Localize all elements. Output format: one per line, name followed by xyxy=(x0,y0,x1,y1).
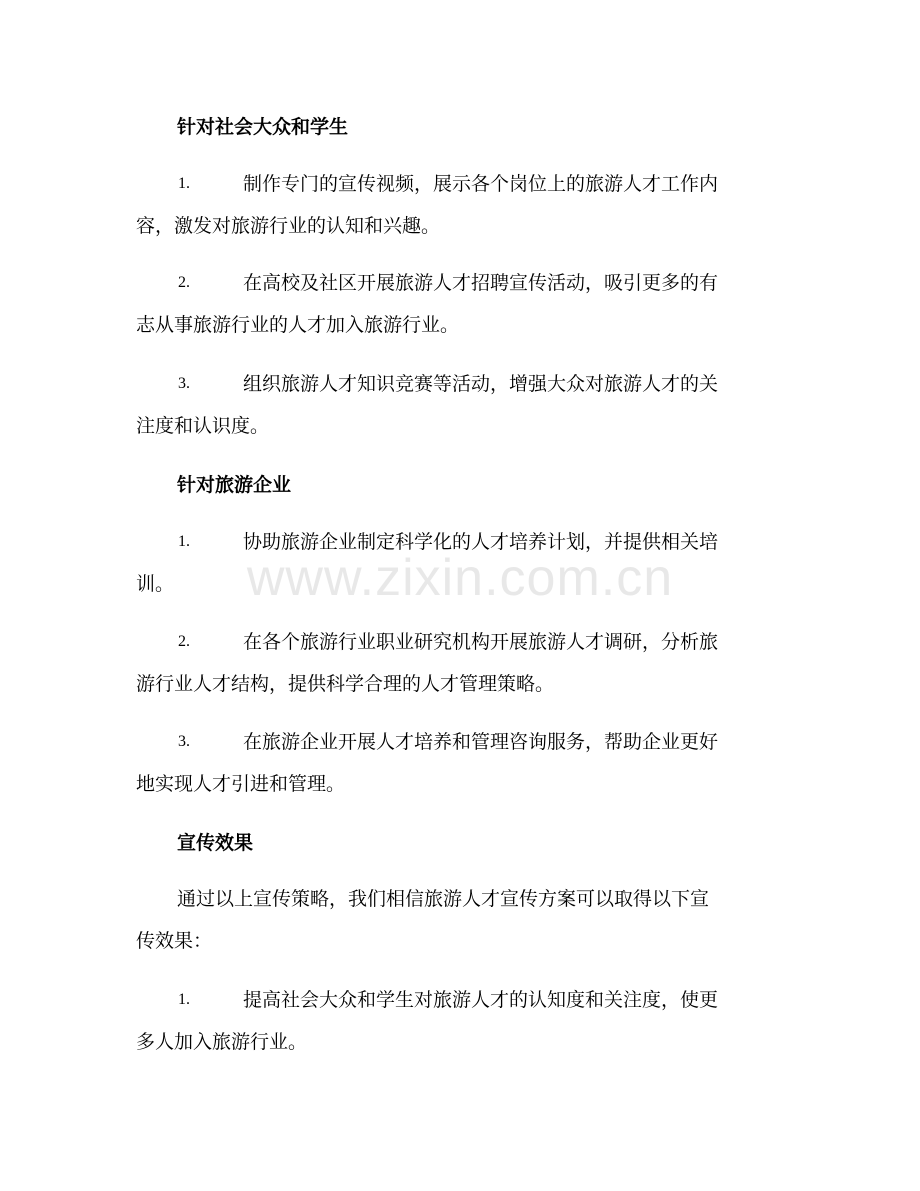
section-heading: 宣传效果 xyxy=(177,832,254,854)
item-text-line: 游行业人才结构，提供科学合理的人才管理策略。 xyxy=(136,673,555,695)
item-text-line: 在旅游企业开展人才培养和管理咨询服务，帮助企业更好 xyxy=(243,731,719,753)
item-text-line: 组织旅游人才知识竞赛等活动，增强大众对旅游人才的关 xyxy=(243,373,719,395)
list-item xyxy=(136,730,786,796)
item-text-line: 志从事旅游行业的人才加入旅游行业。 xyxy=(136,314,460,336)
item-number: 2. xyxy=(178,633,190,650)
item-text-line: 注度和认识度。 xyxy=(136,415,270,437)
item-number: 3. xyxy=(178,733,190,750)
list-item xyxy=(136,630,786,696)
item-text-line: 在各个旅游行业职业研究机构开展旅游人才调研，分析旅 xyxy=(243,631,719,653)
item-text-line: 地实现人才引进和管理。 xyxy=(136,773,346,795)
paragraph-text-line: 通过以上宣传策略，我们相信旅游人才宣传方案可以取得以下宣 xyxy=(177,888,710,910)
item-number: 1. xyxy=(178,533,190,550)
list-item xyxy=(136,372,786,438)
item-text-line: 容，激发对旅游行业的认知和兴趣。 xyxy=(136,215,441,237)
list-item xyxy=(136,988,786,1054)
section-heading: 针对社会大众和学生 xyxy=(177,116,349,138)
item-number: 1. xyxy=(178,991,190,1008)
item-number: 3. xyxy=(178,375,190,392)
list-item xyxy=(136,271,786,337)
paragraph-text-line: 传效果： xyxy=(136,930,213,952)
intro-paragraph xyxy=(136,887,786,953)
item-text-line: 多人加入旅游行业。 xyxy=(136,1031,308,1053)
item-text-line: 提高社会大众和学生对旅游人才的认知度和关注度，使更 xyxy=(243,989,719,1011)
item-number: 2. xyxy=(178,274,190,291)
item-text-line: 在高校及社区开展旅游人才招聘宣传活动，吸引更多的有 xyxy=(243,272,719,294)
item-text-line: 协助旅游企业制定科学化的人才培养计划，并提供相关培 xyxy=(243,531,719,553)
watermark: www.zixin.com.cn xyxy=(246,549,674,607)
list-item xyxy=(136,530,786,596)
section-heading: 针对旅游企业 xyxy=(177,474,292,496)
item-text-line: 制作专门的宣传视频，展示各个岗位上的旅游人才工作内 xyxy=(243,173,719,195)
item-number: 1. xyxy=(178,175,190,192)
item-text-line: 训。 xyxy=(136,573,175,595)
list-item xyxy=(136,172,786,238)
